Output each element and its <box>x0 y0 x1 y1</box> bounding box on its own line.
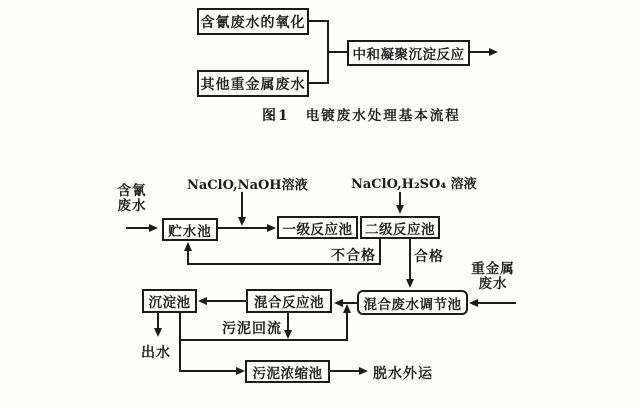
fig2-line-qualified-down <box>409 239 411 280</box>
fig2-arrowhead-to-thickener <box>236 367 245 375</box>
fig1-arrowhead-outlet <box>489 48 498 56</box>
fig2-label-effluent: 出水 <box>141 345 171 361</box>
fig2-line-effluent <box>157 313 159 329</box>
fig2-line-sludge-return-horizontal <box>179 339 348 341</box>
fig2-line-naoh-dosing <box>241 192 243 218</box>
fig2-line-inlet-cyanide <box>126 227 150 229</box>
fig2-label-sludge-return: 污泥回流 <box>222 321 282 337</box>
fig1-box-other-heavy-metal-wastewater: 其他重金属废水 <box>197 70 309 97</box>
fig2-label-naclo-h2so4-solution: NaClO,H₂SO₄ 溶液 <box>351 177 477 192</box>
fig1-caption-number: 图1 <box>262 108 290 124</box>
fig1-caption <box>262 104 461 125</box>
fig2-label-heavy-metal-wastewater <box>466 262 520 292</box>
fig2-label-naclo-naoh-solution: NaClO,NaOH溶液 <box>187 178 308 193</box>
fig2-arrowhead-inlet-cyanide <box>149 224 158 232</box>
fig2-box-mixed-wastewater-adjust-pool: 混合废水调节池 <box>357 290 468 315</box>
fig2-box-stage2-reaction-pool: 二级反应池 <box>360 216 440 239</box>
fig2-arrowhead-sludge-return-up <box>343 304 351 313</box>
fig2-line-inlet-heavy-metal <box>478 302 516 304</box>
fig1-box-neutralization-coagulation: 中和凝聚沉淀反应 <box>347 40 470 66</box>
fig2-label-cyanide-wastewater-line2: 废水 <box>117 198 147 214</box>
fig2-line-mixing-to-sediment <box>207 300 246 302</box>
fig2-box-stage1-reaction-pool: 一级反应池 <box>277 216 358 239</box>
fig2-arrowhead-h2so4-dosing <box>396 205 404 214</box>
fig2-label-cyanide-wastewater-line1: 含氰 <box>117 183 147 199</box>
fig1-line-bottom <box>309 82 329 84</box>
fig2-line-to-thickener <box>179 370 237 372</box>
fig2-line-unqualified-up <box>187 251 189 265</box>
fig1-line-top <box>309 20 329 22</box>
fig1-line-to-neutralization <box>329 51 347 53</box>
fig2-line-sludge-main-vertical <box>179 313 181 372</box>
fig2-arrowhead-unqualified-to-storage <box>184 242 192 251</box>
fig2-line-storage-to-stage1 <box>218 227 268 229</box>
fig2-label-heavy-metal-line1: 重金属 <box>471 261 515 277</box>
fig2-arrowhead-naoh-dosing <box>238 217 246 226</box>
fig1-caption-text: 电镀废水处理基本流程 <box>305 108 461 124</box>
fig2-arrowhead-effluent <box>154 328 162 337</box>
fig1-line-outlet <box>470 51 490 53</box>
fig2-label-dewater-transport: 脱水外运 <box>373 366 433 382</box>
fig2-line-thickener-out <box>330 370 360 372</box>
fig2-arrowhead-mixing-down <box>284 330 292 339</box>
fig2-line-sludge-return-up <box>346 313 348 341</box>
fig2-label-heavy-metal-line2: 废水 <box>478 276 508 292</box>
fig2-box-mixing-reaction-pool: 混合反应池 <box>246 289 332 313</box>
fig1-box-cyanide-oxidation: 含氰废水的氧化 <box>197 8 309 35</box>
fig2-arrowhead-inlet-heavy-metal <box>469 299 478 307</box>
fig2-arrowhead-thickener-out <box>359 367 368 375</box>
fig2-arrowhead-storage-to-stage1 <box>267 224 276 232</box>
fig2-arrowhead-mixing-to-sediment <box>198 297 207 305</box>
fig2-label-cyanide-wastewater <box>115 184 149 214</box>
fig2-label-qualified: 合格 <box>414 249 444 265</box>
fig2-line-unqualified-down <box>379 239 381 265</box>
fig2-line-mixing-down <box>287 313 289 331</box>
fig2-box-sedimentation-pool: 沉淀池 <box>142 289 197 313</box>
fig2-arrowhead-adjust-to-mixing <box>334 299 343 307</box>
fig2-line-h2so4-dosing <box>399 192 401 206</box>
fig2-box-sludge-thickener-pool: 污泥浓缩池 <box>245 360 330 383</box>
fig2-arrowhead-qualified-to-adjust <box>406 279 414 288</box>
fig2-box-storage-pool: 贮水池 <box>162 218 218 241</box>
fig2-label-unqualified: 不合格 <box>331 248 376 264</box>
